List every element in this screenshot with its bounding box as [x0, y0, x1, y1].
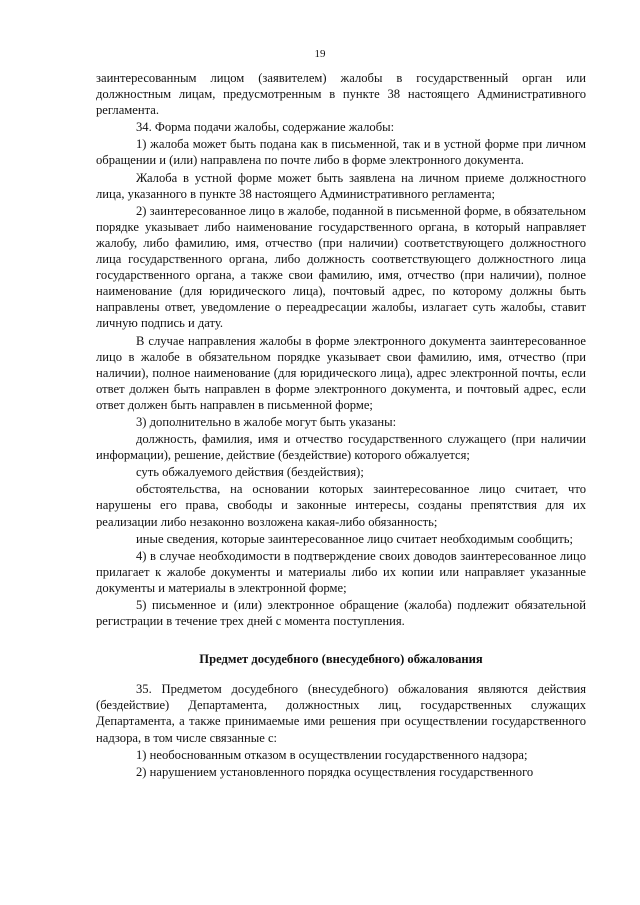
paragraph-item-34: 34. Форма подачи жалобы, содержание жалобы: — [136, 120, 395, 135]
paragraph-continuation: заинтересованным лицом (заявителем) жалобы в государственный орган или должностным лицам, предусмотренным в пункте 38 настоящего Административного регламента. — [96, 71, 586, 118]
paragraph-item-34-3-other: иные сведения, которые заинтересованное лицо считает необходимым сообщить; — [136, 531, 574, 546]
paragraph-item-34-2: 2) заинтересованное лицо в жалобе, поданной в письменной форме, в обязательном порядке указывает либо наименование государственного органа, в который направляет жалобу, либо фамилию, имя, отчество (при наличии) соответствующего должностного лица государственного органа, либо должность соответствующего должностного лица государственного органа, а также свои фамилию, имя, отчество (при наличии), полное наименование (для юридического лица), почтовый адрес, по которому должны быть направлены ответ, уведомление о переадресации жалобы, излагает суть жалобы, ставит личную подпись и дату. — [96, 203, 586, 331]
paragraph-item-35: 35. Предметом досудебного (внесудебного) обжалования являются действия (бездействие) Департамента, должностных лиц, государственных служащих Департамента, а также принимаемые ими решения при осуществлении государственного надзора, в том числе связанные с: — [96, 682, 586, 745]
paragraph-item-34-3-essence: суть обжалуемого действия (бездействия); — [136, 465, 364, 480]
paragraph-item-34-3-circumstances: обстоятельства, на основании которых заинтересованное лицо считает, что нарушены его права, свободы и законные интересы, созданы препятствия для их реализации либо незаконно возложена какая-либо обязанность; — [96, 482, 586, 529]
paragraph-item-34-3-position: должность, фамилия, имя и отчество государственного служащего (при наличии информации), решение, действие (бездействие) которого обжалуется; — [96, 432, 586, 463]
document-body — [96, 70, 586, 781]
paragraph-electronic-complaint: В случае направления жалобы в форме электронного документа заинтересованное лицо в жалобе в обязательном порядке указывает свои фамилию, имя, отчество (при наличии), полное наименование (для юридического лица), адрес электронной почты, если ответ должен быть направлен в форме электронного документа, и почтовый адрес, если ответ должен быть направлен в письменной форме; — [96, 333, 586, 412]
paragraph-item-34-4: 4) в случае необходимости в подтверждение своих доводов заинтересованное лицо прилагает к жалобе документы и материалы либо их копии или направляет указанные документы и материалы в электронной форме; — [96, 548, 586, 595]
page-number: 19 — [314, 48, 326, 60]
section-heading: Предмет досудебного (внесудебного) обжалования — [199, 652, 483, 667]
paragraph-item-35-1: 1) необоснованным отказом в осуществлении государственного надзора; — [136, 747, 528, 762]
paragraph-item-35-2: 2) нарушением установленного порядка осуществления государственного — [136, 764, 534, 779]
paragraph-oral-complaint: Жалоба в устной форме может быть заявлена на личном приеме должностного лица, указанного в пункте 38 настоящего Административного регламента; — [96, 170, 586, 201]
paragraph-item-34-1: 1) жалоба может быть подана как в письменной, так и в устной форме при личном обращении и (или) направлена по почте либо в форме электронного документа. — [96, 137, 586, 168]
paragraph-item-34-3: 3) дополнительно в жалобе могут быть указаны: — [136, 414, 397, 429]
paragraph-item-34-5: 5) письменное и (или) электронное обращение (жалоба) подлежит обязательной регистрации в течение трех дней с момента поступления. — [96, 598, 586, 629]
